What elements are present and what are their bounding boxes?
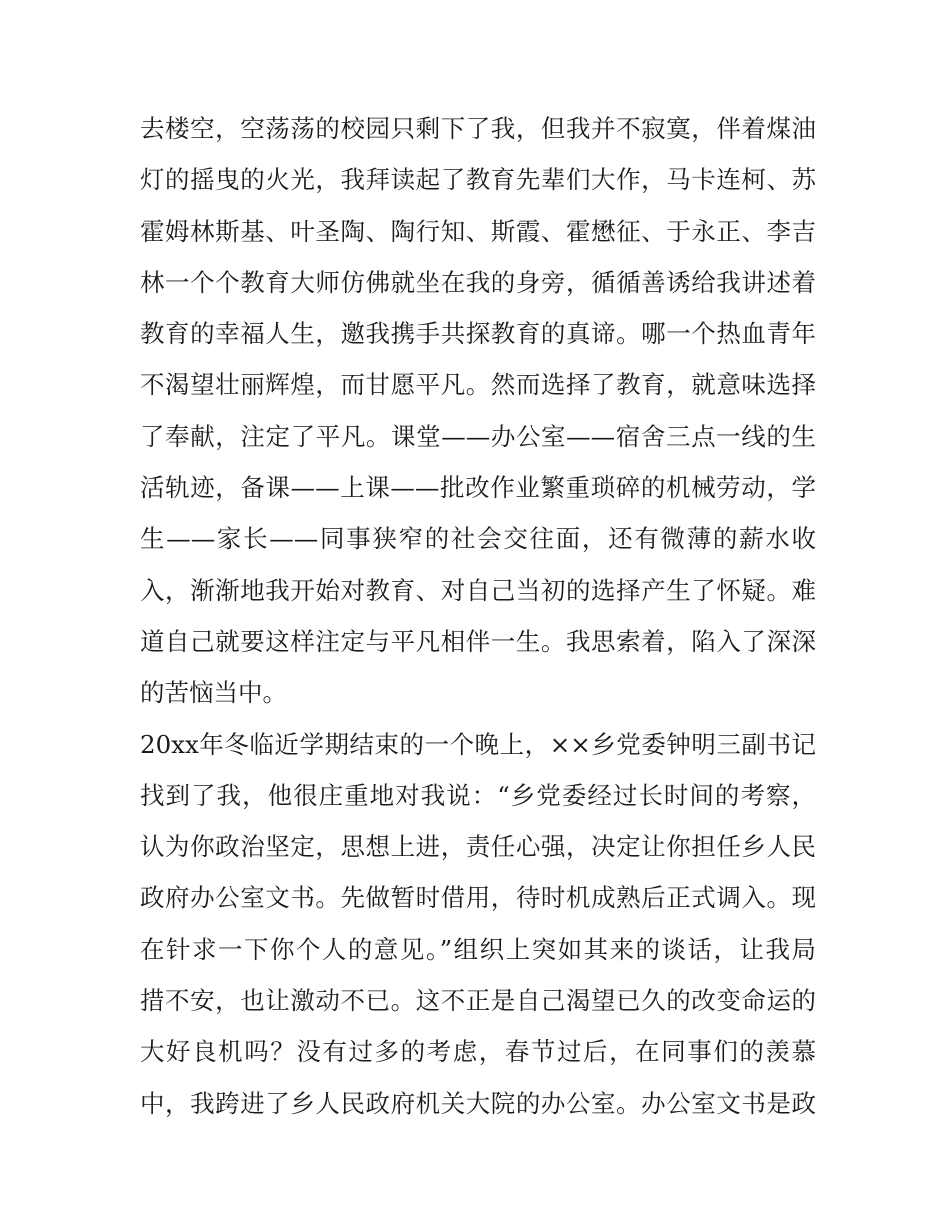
text-line: 措不安，也让激动不已。这不正是自己渴望已久的改变命运的 xyxy=(140,986,816,1016)
text-line: 道自己就要这样注定与平凡相伴一生。我思索着，陷入了深深 xyxy=(140,626,816,656)
text-line: 大好良机吗？没有过多的考虑，春节过后，在同事们的羡慕 xyxy=(140,1037,816,1067)
text-line: 认为你政治坚定，思想上进，责任心强，决定让你担任乡人民 xyxy=(140,832,816,862)
text-line: 的苦恼当中。 xyxy=(140,678,287,708)
text-line: 教育的幸福人生，邀我携手共探教育的真谛。哪一个热血青年 xyxy=(140,319,816,349)
text-line: 找到了我，他很庄重地对我说：“乡党委经过长时间的考察， xyxy=(140,780,816,810)
text-line: 活轨迹，备课——上课——批改作业繁重琐碎的机械劳动，学 xyxy=(140,473,816,503)
text-line: 在针求一下你个人的意见。”组织上突如其来的谈话，让我局 xyxy=(140,934,816,964)
text-line: 不渴望壮丽辉煌，而甘愿平凡。然而选择了教育，就意味选择 xyxy=(140,370,816,400)
text-line: 20xx年冬临近学期结束的一个晚上，××乡党委钟明三副书记 xyxy=(140,729,816,759)
text-line: 林一个个教育大师仿佛就坐在我的身旁，循循善诱给我讲述着 xyxy=(140,267,816,297)
text-line: 生——家长——同事狭窄的社会交往面，还有微薄的薪水收 xyxy=(140,524,816,554)
text-line: 灯的摇曳的火光，我拜读起了教育先辈们大作，马卡连柯、苏 xyxy=(140,165,816,195)
text-line: 去楼空，空荡荡的校园只剩下了我，但我并不寂寞，伴着煤油 xyxy=(140,114,816,143)
text-line: 政府办公室文书。先做暂时借用，待时机成熟后正式调入。现 xyxy=(140,883,816,913)
text-line: 入，渐渐地我开始对教育、对自己当初的选择产生了怀疑。难 xyxy=(140,575,816,605)
text-line: 中，我跨进了乡人民政府机关大院的办公室。办公室文书是政 xyxy=(140,1088,816,1118)
text-line: 霍姆林斯基、叶圣陶、陶行知、斯霞、霍懋征、于永正、李吉 xyxy=(140,216,816,246)
text-line: 了奉献，注定了平凡。课堂——办公室——宿舍三点一线的生 xyxy=(140,421,816,451)
document-body xyxy=(140,103,816,1129)
